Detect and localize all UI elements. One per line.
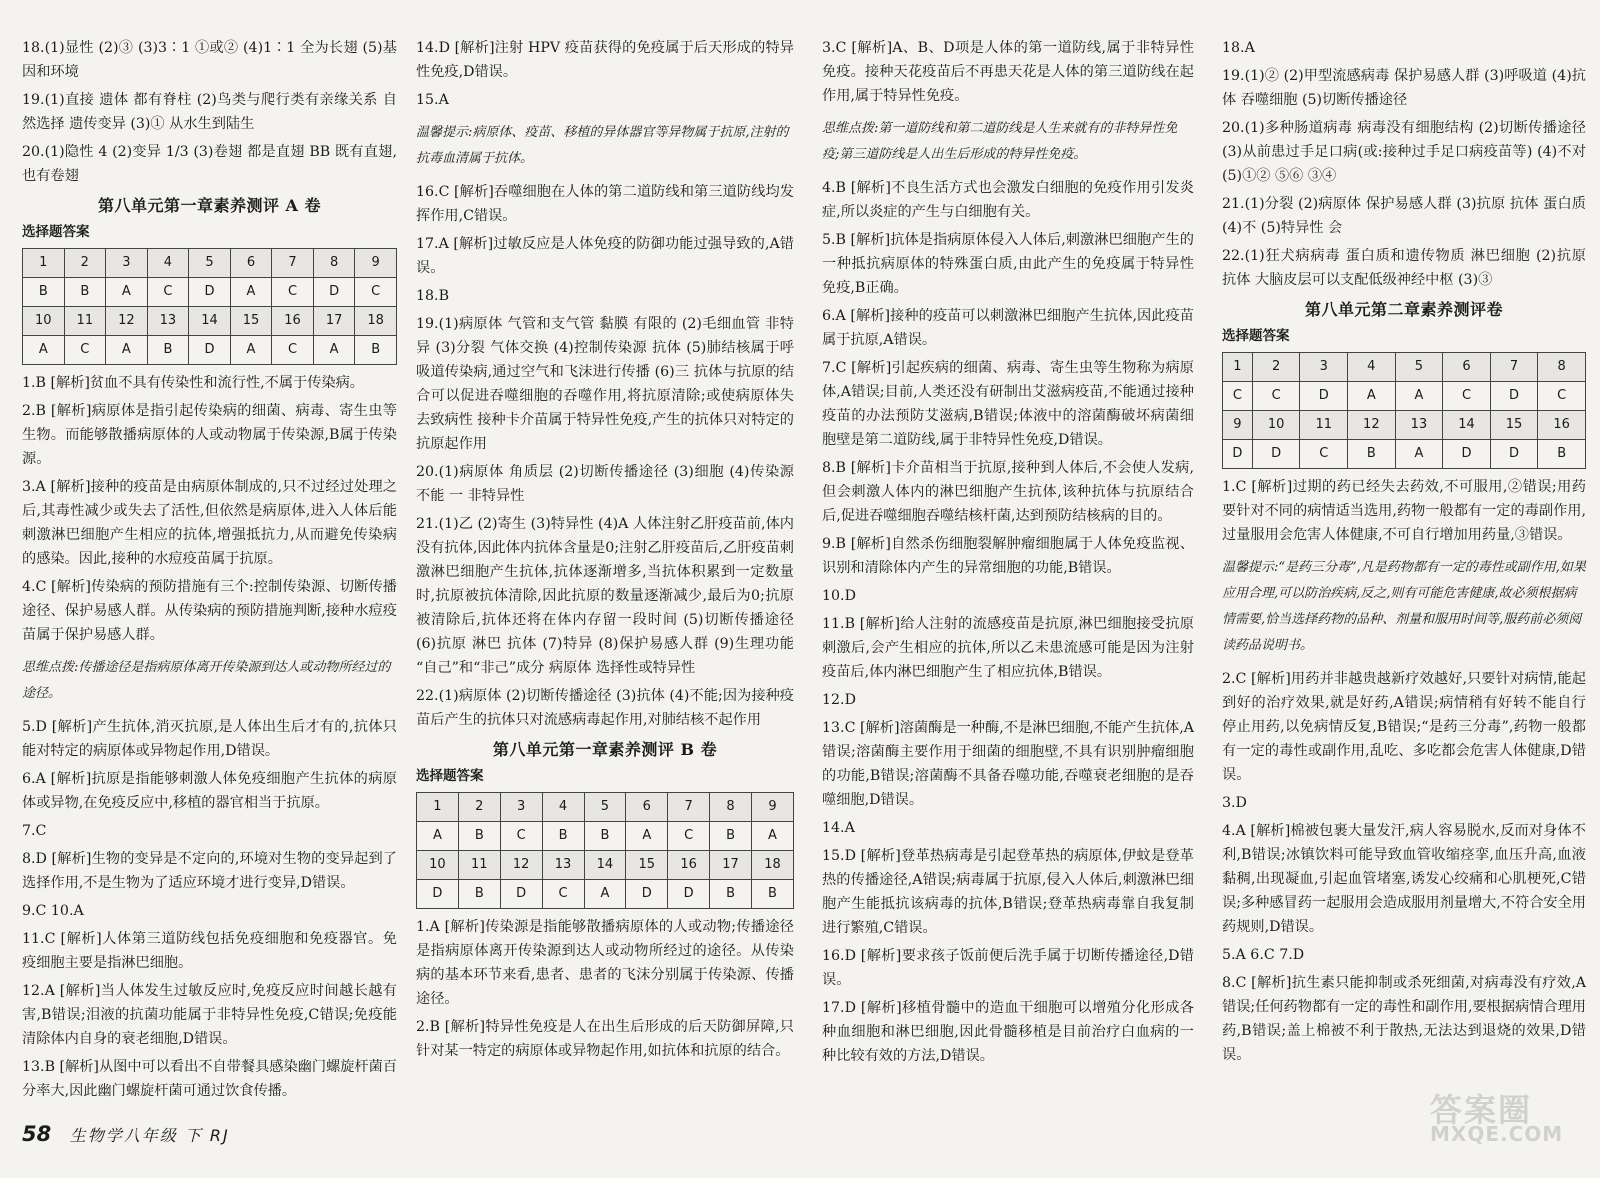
answer-item: 20.(1)病原体 角质层 (2)切断传播途径 (3)细胞 (4)传染源 不能 一 非特异性 <box>416 464 794 504</box>
table-cell: D <box>1223 440 1253 469</box>
answer-item: 4.A [解析]棉被包裹大量发汗,病人容易脱水,反而对身体不利,B错误;冰镇饮料可能导致血管收缩痉挛,血压升高,血液黏稠,出现凝血,引起血管堵塞,诱发心绞痛和心肌梗死,C错误;多种感冒药一起服用会造成服用剂量增大,不符合安全用药规则,D错误。 <box>1222 823 1586 935</box>
answer-item: 19.(1)病原体 气管和支气管 黏膜 有限的 (2)毛细血管 非特异 (3)分裂 气体交换 (4)控制传染源 抗体 (5)肺结核属于呼吸道传染病,通过空气和飞沫进行传播 (6)三 抗体与抗原的结合可以促进吞噬细胞的吞噬作用,将抗原清除;或使病原体失去致病性 接种卡介苗属于特异性免疫,产生的抗体只对特定的抗原起作用 <box>416 316 794 452</box>
table-cell: D <box>313 278 355 307</box>
table-cell: 8 <box>710 793 752 822</box>
table-cell: C <box>1252 382 1300 411</box>
answer-block <box>22 715 397 1103</box>
answer-item: 6.A [解析]接种的疫苗可以刺激淋巴细胞产生抗体,因此疫苗属于抗原,A错误。 <box>822 308 1194 348</box>
answer-row <box>417 822 794 851</box>
table-cell: B <box>542 822 584 851</box>
table-cell: A <box>584 880 626 909</box>
answer-item: 11.B [解析]给人注射的流感疫苗是抗原,淋巴细胞接受抗原刺激后,会产生相应的抗体,所以乙未患流感可能是因为注射疫苗后,体内淋巴细胞产生了相应抗体,B错误。 <box>822 616 1194 680</box>
answer-block <box>822 176 1194 1068</box>
table-cell: D <box>189 336 231 365</box>
table-cell: 3 <box>106 249 148 278</box>
table-cell: 6 <box>626 793 668 822</box>
answer-row <box>23 336 397 365</box>
answer-item: 20.(1)多种肠道病毒 病毒没有细胞结构 (2)切断传播途径 (3)从前患过手足口病(或:接种过手足口病疫苗等) (4)不对 (5)①② ⑤⑥ ③④ <box>1222 120 1586 184</box>
answer-item: 9.B [解析]自然杀伤细胞裂解肿瘤细胞属于人体免疫监视、识别和清除体内产生的异常细胞的功能,B错误。 <box>822 536 1194 576</box>
table-cell: 7 <box>1490 353 1538 382</box>
answer-item: 6.A [解析]抗原是指能够刺激人体免疫细胞产生抗体的病原体或异物,在免疫反应中,移植的器官相当于抗原。 <box>22 771 397 811</box>
table-cell: D <box>189 278 231 307</box>
answer-block <box>1222 36 1586 292</box>
answer-block <box>416 915 794 1063</box>
table-cell: 11 <box>1300 411 1348 440</box>
table-cell: 15 <box>626 851 668 880</box>
table-cell: A <box>752 822 794 851</box>
answer-item: 13.C [解析]溶菌酶是一种酶,不是淋巴细胞,不能产生抗体,A错误;溶菌酶主要作用于细菌的细胞壁,不具有识别肿瘤细胞的功能,B错误;溶菌酶不具备吞噬功能,吞噬衰老细胞的是吞噬细胞,D错误。 <box>822 720 1194 808</box>
table-cell: B <box>584 822 626 851</box>
table-cell: 7 <box>668 793 710 822</box>
table-cell: 1 <box>23 249 65 278</box>
table-cell: 5 <box>189 249 231 278</box>
answer-item: 14.D [解析]注射 HPV 疫苗获得的免疫属于后天形成的特异性免疫,D错误。 <box>416 40 794 80</box>
table-cell: C <box>668 822 710 851</box>
table-cell: C <box>500 822 542 851</box>
table-cell: C <box>1443 382 1491 411</box>
table-cell: 3 <box>500 793 542 822</box>
answer-row <box>417 880 794 909</box>
table-cell: B <box>1538 440 1586 469</box>
answer-block <box>1222 475 1586 547</box>
answer-item: 13.B [解析]从图中可以看出不自带餐具感染幽门螺旋杆菌百分率大,因此幽门螺旋杆菌可通过饮食传播。 <box>22 1059 397 1099</box>
table-cell: C <box>272 336 314 365</box>
question-number-row <box>417 793 794 822</box>
table-cell: C <box>147 278 189 307</box>
table-cell: 10 <box>23 307 65 336</box>
section-heading-b: 第八单元第一章素养测评 B 卷 <box>492 740 718 759</box>
table-cell: 10 <box>1252 411 1300 440</box>
answer-item: 4.C [解析]传染病的预防措施有三个:控制传染源、切断传播途径、保护易感人群。从传染病的预防措施判断,接种水痘疫苗属于保护易感人群。 <box>22 579 397 643</box>
answer-table-a <box>22 248 397 365</box>
answer-item: 11.C [解析]人体第三道防线包括免疫细胞和免疫器官。免疫细胞主要是指淋巴细胞。 <box>22 931 397 971</box>
section-heading-a: 第八单元第一章素养测评 A 卷 <box>97 196 322 215</box>
column-2 <box>416 36 794 1063</box>
answer-item: 21.(1)乙 (2)寄生 (3)特异性 (4)A 人体注射乙肝疫苗前,体内没有抗体,因此体内抗体含量是0;注射乙肝疫苗后,乙肝疫苗刺激淋巴细胞产生抗体,抗体逐渐增多,当抗体积累到一定数量时,抗原被抗体清除,因此抗原的数量逐渐减少,最后为0;抗原被清除后,抗体还将在体内存留一段时间 (5)切断传播途径 (6)抗原 淋巴 抗体 (7)特异 (8)保护易感人群 (9)生理功能 “自己”和“非己”成分 病原体 选择性或特异性 <box>416 516 794 676</box>
table-cell: A <box>106 278 148 307</box>
answer-item: 4.B [解析]不良生活方式也会激发白细胞的免疫作用引发炎症,所以炎症的产生与白细胞有关。 <box>822 180 1194 220</box>
table-cell: 18 <box>752 851 794 880</box>
table-cell: 12 <box>1348 411 1396 440</box>
watermark-logo <box>1430 1091 1564 1170</box>
warm-tip: 温馨提示:病原体、疫苗、移植的异体器官等异物属于抗原,注射的抗毒血清属于抗体。 <box>416 125 789 166</box>
answer-item: 18.(1)显性 (2)③ (3)3∶1 ①或② (4)1∶1 全为长翅 (5)基因和环境 <box>22 40 397 80</box>
table-cell: 4 <box>147 249 189 278</box>
table-cell: D <box>626 880 668 909</box>
table-cell: A <box>230 278 272 307</box>
table-cell: B <box>710 822 752 851</box>
table-cell: C <box>1538 382 1586 411</box>
table-cell: 9 <box>752 793 794 822</box>
question-number-row <box>417 851 794 880</box>
watermark-text: 答案圈 <box>1430 1091 1533 1129</box>
table-cell: 11 <box>64 307 106 336</box>
table-cell: C <box>1223 382 1253 411</box>
answer-item: 8.D [解析]生物的变异是不定向的,环境对生物的变异起到了选择作用,不是生物为了适应环境才进行变异,D错误。 <box>22 851 397 891</box>
table-cell: B <box>147 336 189 365</box>
question-number-row <box>1223 411 1586 440</box>
answer-row <box>1223 440 1586 469</box>
table-cell: 17 <box>313 307 355 336</box>
answer-item: 16.C [解析]吞噬细胞在人体的第二道防线和第三道防线均发挥作用,C错误。 <box>416 184 794 224</box>
answer-item: 14.A <box>822 820 855 836</box>
answer-item: 16.D [解析]要求孩子饭前便后洗手属于切断传播途径,D错误。 <box>822 948 1194 988</box>
warm-tip: 温馨提示:“是药三分毒”,凡是药物都有一定的毒性或副作用,如果应用合理,可以防治疾病,反之,则有可能危害健康,故必须根据病情需要,恰当选择药物的品种、剂量和服用时间等,服药前必须阅读药品说明书。 <box>1222 560 1586 653</box>
answer-item: 2.C [解析]用药并非越贵越新疗效越好,只要针对病情,能起到好的治疗效果,就是好药,A错误;病情稍有好转不能自行停止用药,以免病情反复,B错误;“是药三分毒”,药物一般都有一定的毒性或副作用,乱吃、多吃都会危害人体健康,D错误。 <box>1222 671 1586 783</box>
answer-item: 5.D [解析]产生抗体,消灭抗原,是人体出生后才有的,抗体只能对特定的病原体或异物起作用,D错误。 <box>22 719 397 759</box>
table-cell: 5 <box>584 793 626 822</box>
table-cell: D <box>1490 440 1538 469</box>
table-cell: 4 <box>1348 353 1396 382</box>
answer-item: 17.A [解析]过敏反应是人体免疫的防御功能过强导致的,A错误。 <box>416 236 794 276</box>
table-cell: A <box>106 336 148 365</box>
table-cell: C <box>64 336 106 365</box>
choice-answers-label: 选择题答案 <box>416 768 484 784</box>
answer-item: 19.(1)② (2)甲型流感病毒 保护易感人群 (3)呼吸道 (4)抗体 吞噬细胞 (5)切断传播途径 <box>1222 68 1586 108</box>
page-footer <box>22 1122 230 1149</box>
table-cell: 16 <box>272 307 314 336</box>
table-cell: 18 <box>355 307 397 336</box>
table-cell: B <box>458 822 500 851</box>
answer-item: 19.(1)直接 遗体 都有脊柱 (2)鸟类与爬行类有亲缘关系 自然选择 遗传变异 (3)① 从水生到陆生 <box>22 92 397 132</box>
answer-item: 8.B [解析]卡介苗相当于抗原,接种到人体后,不会使人发病,但会刺激人体内的淋巴细胞产生抗体,该种抗体与抗原结合后,促进吞噬细胞吞噬结核杆菌,达到预防结核病的目的。 <box>822 460 1194 524</box>
thinking-tip: 思维点拨:第一道防线和第二道防线是人生来就有的非特异性免疫;第三道防线是人出生后形成的特异性免疫。 <box>822 121 1178 162</box>
table-cell: D <box>417 880 459 909</box>
table-cell: A <box>1395 440 1443 469</box>
answer-item: 3.C [解析]A、B、D项是人体的第一道防线,属于非特异性免疫。接种天花疫苗后不再患天花是人体的第三道防线在起作用,属于特异性免疫。 <box>822 40 1194 104</box>
table-cell: 15 <box>1490 411 1538 440</box>
table-cell: D <box>1443 440 1491 469</box>
answer-item: 5.A 6.C 7.D <box>1222 947 1305 963</box>
answer-item: 7.C [解析]引起疾病的细菌、病毒、寄生虫等生物称为病原体,A错误;目前,人类还没有研制出艾滋病疫苗,不能通过接种疫苗的办法预防艾滋病,B错误;体液中的溶菌酶破坏病菌细胞壁是第二道防线,属于非特异性免疫,D错误。 <box>822 360 1194 448</box>
question-number-row <box>23 307 397 336</box>
table-cell: C <box>355 278 397 307</box>
answer-item: 10.D <box>822 588 856 604</box>
question-number-row <box>23 249 397 278</box>
answer-item: 15.D [解析]登革热病毒是引起登革热的病原体,伊蚊是登革热的传播途径,A错误;病毒属于抗原,侵入人体后,刺激淋巴细胞产生能抵抗该病毒的抗体,B错误;登革热病毒靠自我复制进行繁殖,C错误。 <box>822 848 1194 936</box>
table-cell: D <box>500 880 542 909</box>
table-cell: A <box>1348 382 1396 411</box>
table-cell: C <box>542 880 584 909</box>
table-cell: A <box>1395 382 1443 411</box>
book-title: 生物学八年级 下 RJ <box>69 1126 230 1145</box>
answer-item: 22.(1)狂犬病病毒 蛋白质和遗传物质 淋巴细胞 (2)抗原 抗体 大脑皮层可以支配低级神经中枢 (3)③ <box>1222 248 1586 288</box>
table-cell: 2 <box>64 249 106 278</box>
table-cell: 13 <box>542 851 584 880</box>
answer-item: 18.B <box>416 288 449 304</box>
table-cell: 14 <box>584 851 626 880</box>
table-cell: B <box>458 880 500 909</box>
table-cell: B <box>355 336 397 365</box>
column-3 <box>822 36 1194 1068</box>
table-cell: 14 <box>1443 411 1491 440</box>
table-cell: 13 <box>147 307 189 336</box>
choice-answers-label: 选择题答案 <box>1222 328 1290 344</box>
table-cell: 4 <box>542 793 584 822</box>
table-cell: B <box>752 880 794 909</box>
table-cell: D <box>1300 382 1348 411</box>
table-cell: B <box>710 880 752 909</box>
table-cell: B <box>23 278 65 307</box>
answer-item: 22.(1)病原体 (2)切断传播途径 (3)抗体 (4)不能;因为接种疫苗后产生的抗体只对流感病毒起作用,对肺结核不起作用 <box>416 688 794 728</box>
table-cell: 2 <box>1252 353 1300 382</box>
choice-answers-label: 选择题答案 <box>22 224 90 240</box>
answer-item: 3.D <box>1222 795 1247 811</box>
answer-table-ch2 <box>1222 352 1586 469</box>
answer-block <box>822 36 1194 108</box>
table-cell: 9 <box>355 249 397 278</box>
table-cell: B <box>1348 440 1396 469</box>
table-cell: 15 <box>230 307 272 336</box>
table-cell: 12 <box>106 307 148 336</box>
table-cell: 3 <box>1300 353 1348 382</box>
answer-item: 2.B [解析]特异性免疫是人在出生后形成的后天防御屏障,只针对某一特定的病原体或异物起作用,如抗体和抗原的结合。 <box>416 1019 794 1059</box>
table-cell: A <box>230 336 272 365</box>
table-cell: 7 <box>272 249 314 278</box>
table-cell: 13 <box>1395 411 1443 440</box>
table-cell: 17 <box>710 851 752 880</box>
answer-item: 18.A <box>1222 40 1255 56</box>
answer-item: 1.B [解析]贫血不具有传染性和流行性,不属于传染病。 <box>22 375 364 391</box>
table-cell: D <box>668 880 710 909</box>
table-cell: 9 <box>1223 411 1253 440</box>
table-cell: 10 <box>417 851 459 880</box>
table-cell: 1 <box>417 793 459 822</box>
table-cell: A <box>23 336 65 365</box>
thinking-tip: 思维点拨:传播途径是指病原体离开传染源到达人或动物所经过的途径。 <box>22 660 391 701</box>
table-cell: 12 <box>500 851 542 880</box>
answer-item: 20.(1)隐性 4 (2)变异 1/3 (3)卷翅 都是直翅 BB 既有直翅,也有卷翅 <box>22 144 397 184</box>
answer-item: 12.D <box>822 692 856 708</box>
table-cell: D <box>1490 382 1538 411</box>
table-cell: A <box>313 336 355 365</box>
answer-item: 1.A [解析]传染源是指能够散播病原体的人或动物;传播途径是指病原体离开传染源到达人或动物所经过的途径。从传染病的基本环节来看,患者、患者的飞沫分别属于传染源、传播途径。 <box>416 919 794 1007</box>
answer-row <box>23 278 397 307</box>
table-cell: 6 <box>230 249 272 278</box>
answer-row <box>1223 382 1586 411</box>
table-cell: 2 <box>458 793 500 822</box>
page-number: 58 <box>22 1122 52 1146</box>
table-cell: B <box>64 278 106 307</box>
table-cell: C <box>272 278 314 307</box>
question-number-row <box>1223 353 1586 382</box>
column-1 <box>22 36 397 1103</box>
table-cell: 11 <box>458 851 500 880</box>
table-cell: A <box>626 822 668 851</box>
section-heading-ch2: 第八单元第二章素养测评卷 <box>1304 300 1503 319</box>
table-cell: 8 <box>1538 353 1586 382</box>
table-cell: 8 <box>313 249 355 278</box>
table-cell: 16 <box>1538 411 1586 440</box>
answer-item: 12.A [解析]当人体发生过敏反应时,免疫反应时间越长越有害,B错误;泪液的抗菌功能属于非特异性免疫,C错误;免疫能清除体内自身的衰老细胞,D错误。 <box>22 983 397 1047</box>
answer-item: 7.C <box>22 823 47 839</box>
answer-item: 17.D [解析]移植骨髓中的造血干细胞可以增殖分化形成各种血细胞和淋巴细胞,因此骨髓移植是目前治疗白血病的一种比较有效的方法,D错误。 <box>822 1000 1194 1064</box>
answer-item: 1.C [解析]过期的药已经失去药效,不可服用,②错误;用药要针对不同的病情适当选用,药物一般都有一定的毒副作用,过量服用会危害人体健康,不可自行增加用药量,③错误。 <box>1222 479 1586 543</box>
table-cell: A <box>417 822 459 851</box>
answer-item: 8.C [解析]抗生素只能抑制或杀死细菌,对病毒没有疗效,A错误;任何药物都有一定的毒性和副作用,要根据病情合理用药,B错误;盖上棉被不利于散热,无法达到退烧的效果,D错误。 <box>1222 975 1586 1063</box>
column-4 <box>1222 36 1586 1067</box>
answer-item: 2.B [解析]病原体是指引起传染病的细菌、病毒、寄生虫等生物。而能够散播病原体的人或动物属于传染源,B属于传染源。 <box>22 403 397 467</box>
table-cell: 5 <box>1395 353 1443 382</box>
answer-item: 3.A [解析]接种的疫苗是由病原体制成的,只不过经过处理之后,其毒性减少或失去了活性,但依然是病原体,进入人体后能刺激淋巴细胞产生相应的抗体,增强抵抗力,从而避免传染病的感染。因此,接种的水痘疫苗属于抗原。 <box>22 479 397 567</box>
answer-block <box>22 36 397 188</box>
answer-item: 21.(1)分裂 (2)病原体 保护易感人群 (3)抗原 抗体 蛋白质 (4)不 (5)特异性 会 <box>1222 196 1586 236</box>
answer-table-b <box>416 792 794 909</box>
table-cell: D <box>1252 440 1300 469</box>
table-cell: 1 <box>1223 353 1253 382</box>
table-cell: 6 <box>1443 353 1491 382</box>
watermark-url: MXQE.COM <box>1430 1122 1564 1146</box>
answer-item: 9.C 10.A <box>22 903 84 919</box>
answer-item: 15.A <box>416 92 449 108</box>
table-cell: 14 <box>189 307 231 336</box>
answer-block <box>416 36 794 112</box>
table-cell: 16 <box>668 851 710 880</box>
answer-block <box>1222 667 1586 1067</box>
table-cell: C <box>1300 440 1348 469</box>
answer-block <box>22 371 397 647</box>
answer-item: 5.B [解析]抗体是指病原体侵入人体后,刺激淋巴细胞产生的一种抵抗病原体的特殊蛋白质,由此产生的免疫属于特异性免疫,B正确。 <box>822 232 1194 296</box>
answer-block <box>416 180 794 732</box>
